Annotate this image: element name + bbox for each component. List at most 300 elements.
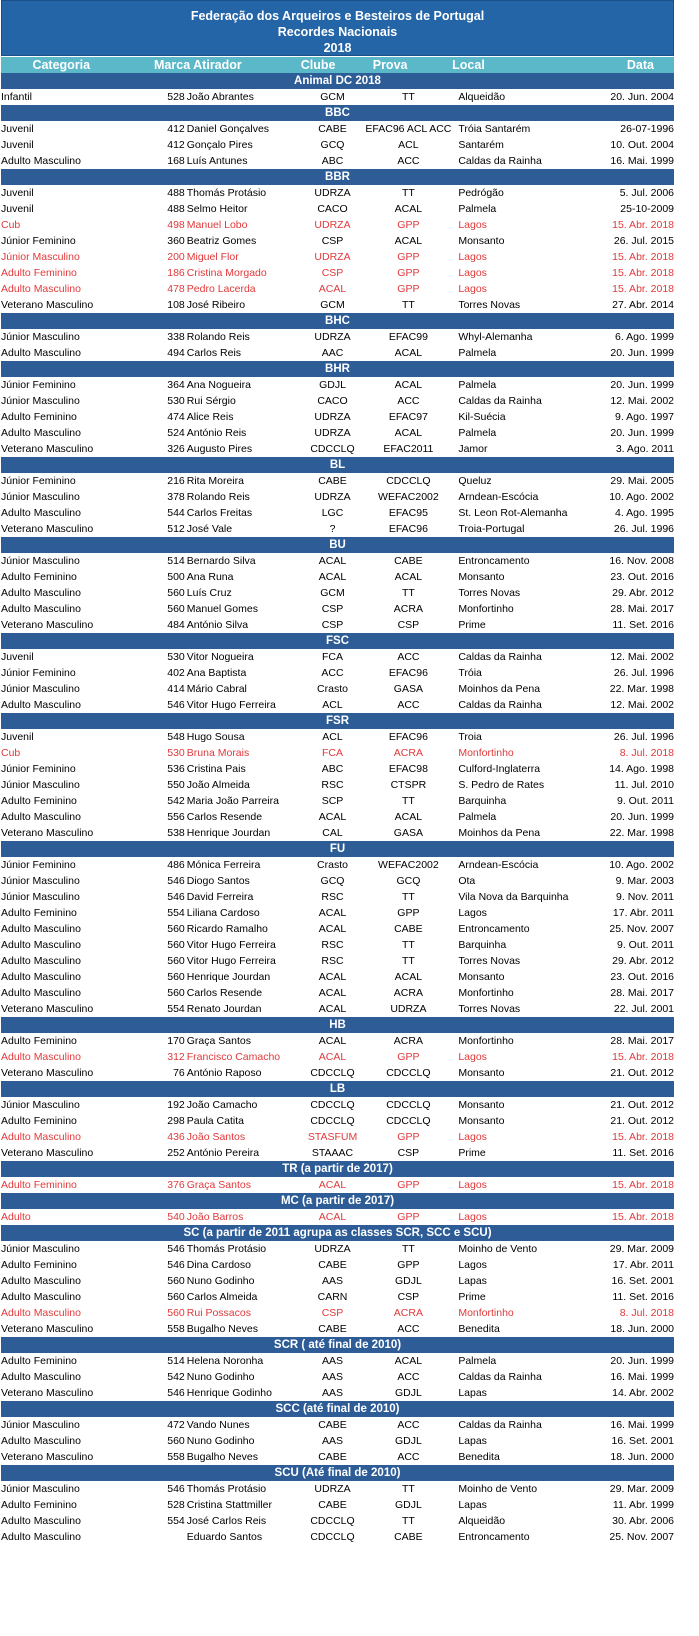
cell-atirador: Francisco Camacho: [186, 1051, 281, 1063]
cell-local: Monsanto: [458, 1067, 505, 1079]
table-row: [0, 1433, 674, 1449]
cell-marca-atirador: [163, 121, 303, 137]
cell-marca: 186: [167, 267, 185, 279]
cell-atirador: Ana Baptista: [186, 667, 247, 679]
cell-prova: GPP: [397, 1131, 420, 1143]
cell-atirador: Luís Cruz: [186, 587, 232, 599]
cell-marca-atirador: [163, 345, 303, 361]
table-row: [0, 233, 674, 249]
cell-marca: 338: [167, 331, 185, 343]
cell-atirador: Rolando Reis: [186, 491, 250, 503]
cell-local: Torres Novas: [458, 955, 521, 967]
cell-marca: 548: [167, 731, 185, 743]
cell-local: Entroncamento: [458, 923, 530, 935]
cell-atirador: Bugalho Neves: [186, 1451, 258, 1463]
cell-marca: 528: [167, 91, 185, 103]
table-row: [0, 393, 674, 409]
cell-atirador: Graça Santos: [186, 1035, 251, 1047]
cell-categoria: Cub: [1, 219, 21, 231]
cell-prova: ACAL: [394, 347, 423, 359]
cell-atirador: José Ribeiro: [186, 299, 246, 311]
cell-local: Monsanto: [458, 1115, 505, 1127]
cell-categoria: Juvenil: [1, 203, 34, 215]
cell-marca-atirador: [163, 1257, 303, 1273]
cell-clube: CDCCLQ: [310, 1099, 355, 1111]
cell-data: 15. Abr. 2018: [612, 1211, 675, 1223]
cell-clube: UDRZA: [314, 491, 351, 503]
cell-marca-atirador: [163, 1449, 303, 1465]
cell-clube: AAS: [322, 1435, 344, 1447]
cell-atirador: Graça Santos: [186, 1179, 251, 1191]
cell-data: 15. Abr. 2018: [612, 283, 675, 295]
cell-data: 29. Abr. 2012: [612, 955, 675, 967]
cell-prova: EFAC97: [388, 411, 428, 423]
table-row: [0, 985, 674, 1001]
cell-atirador: Helena Noronha: [186, 1355, 264, 1367]
cell-categoria: Júnior Masculino: [1, 491, 80, 503]
table-row: [0, 1305, 674, 1321]
cell-marca: 558: [167, 1451, 185, 1463]
cell-marca-atirador: [163, 441, 303, 457]
cell-clube: CSP: [321, 235, 344, 247]
cell-categoria: Júnior Masculino: [1, 331, 80, 343]
cell-marca: 192: [167, 1099, 185, 1111]
cell-marca: 550: [167, 779, 185, 791]
cell-categoria: Adulto Masculino: [1, 507, 81, 519]
cell-clube: CABE: [318, 123, 347, 135]
cell-local: Lagos: [458, 267, 487, 279]
cell-marca-atirador: [163, 1497, 303, 1513]
cell-categoria: Júnior Feminino: [1, 763, 76, 775]
cell-prova: GPP: [397, 1211, 420, 1223]
cell-categoria: Adulto Masculino: [1, 1515, 81, 1527]
cell-data: 10. Out. 2004: [610, 139, 675, 151]
cell-prova: TT: [401, 299, 415, 311]
cell-prova: ACAL: [394, 235, 423, 247]
cell-atirador: António Pereira: [186, 1147, 260, 1159]
cell-categoria: Adulto Masculino: [1, 987, 81, 999]
cell-local: Torres Novas: [458, 1003, 521, 1015]
cell-data: 11. Set. 2016: [612, 619, 675, 631]
section-header: Animal DC 2018: [1, 73, 674, 89]
cell-marca-atirador: [163, 425, 303, 441]
cell-atirador: Rui Possacos: [186, 1307, 251, 1319]
cell-prova: ACAL: [394, 971, 423, 983]
cell-local: Santarém: [458, 139, 504, 151]
cell-marca-atirador: [163, 937, 303, 953]
cell-local: S. Pedro de Rates: [458, 779, 545, 791]
cell-atirador: Carlos Reis: [186, 347, 242, 359]
cell-marca: 560: [167, 923, 185, 935]
table-row: [0, 473, 674, 489]
cell-atirador: João Santos: [186, 1131, 246, 1143]
cell-categoria: Adulto Masculino: [1, 923, 81, 935]
cell-categoria: Júnior Masculino: [1, 395, 80, 407]
cell-marca: 376: [167, 1179, 185, 1191]
cell-data: 20. Jun. 2004: [610, 91, 675, 103]
cell-local: Moinho de Vento: [458, 1243, 538, 1255]
table-row: [0, 1145, 674, 1161]
cell-local: Caldas da Rainha: [458, 1419, 542, 1431]
cell-marca: 312: [167, 1051, 185, 1063]
cell-atirador: Rita Moreira: [186, 475, 244, 487]
cell-data: 20. Jun. 1999: [610, 811, 675, 823]
cell-prova: ACAL: [394, 811, 423, 823]
cell-marca-atirador: [163, 569, 303, 585]
cell-clube: GCM: [320, 91, 345, 103]
cell-categoria: Adulto Masculino: [1, 1371, 81, 1383]
cell-categoria: Adulto Masculino: [1, 1051, 81, 1063]
section-header: BHR: [1, 361, 674, 377]
table-row: [0, 1273, 674, 1289]
cell-marca-atirador: [163, 1097, 303, 1113]
cell-prova: GPP: [397, 283, 420, 295]
cell-marca: 298: [167, 1115, 185, 1127]
cell-local: Alqueidão: [458, 91, 506, 103]
cell-clube: CDCCLQ: [310, 1115, 355, 1127]
table-row: [0, 777, 674, 793]
cell-marca-atirador: [163, 601, 303, 617]
cell-clube: ACC: [321, 667, 344, 679]
cell-prova: GPP: [397, 907, 420, 919]
cell-categoria: Adulto Masculino: [1, 1291, 81, 1303]
cell-marca-atirador: [163, 761, 303, 777]
cell-prova: GCQ: [396, 875, 421, 887]
cell-prova: EFAC2011: [383, 443, 434, 455]
cell-clube: UDRZA: [314, 1483, 351, 1495]
cell-local: Monsanto: [458, 571, 505, 583]
cell-local: Monsanto: [458, 971, 505, 983]
cell-atirador: Bruna Morais: [186, 747, 250, 759]
section-header: BBR: [1, 169, 674, 185]
cell-marca-atirador: [163, 969, 303, 985]
cell-categoria: Veterano Masculino: [1, 523, 94, 535]
cell-clube: CABE: [318, 1259, 347, 1271]
cell-atirador: Paula Catita: [186, 1115, 244, 1127]
cell-clube: ACAL: [318, 1211, 347, 1223]
cell-marca-atirador: [163, 1129, 303, 1145]
cell-categoria: Veterano Masculino: [1, 1323, 94, 1335]
cell-atirador: Pedro Lacerda: [186, 283, 256, 295]
table-row: [0, 409, 674, 425]
cell-data: 9. Nov. 2011: [616, 891, 675, 903]
table-row: [0, 1177, 674, 1193]
cell-prova: CSP: [397, 619, 420, 631]
cell-atirador: João Camacho: [186, 1099, 258, 1111]
cell-atirador: Manuel Gomes: [186, 603, 258, 615]
cell-marca: 484: [167, 619, 185, 631]
cell-categoria: Veterano Masculino: [1, 443, 94, 455]
cell-marca-atirador: [163, 953, 303, 969]
cell-prova: ACC: [397, 1451, 420, 1463]
cell-prova: CDCCLQ: [386, 1099, 431, 1111]
cell-prova: ACRA: [393, 1307, 423, 1319]
section-header: TR (a partir de 2017): [1, 1161, 674, 1177]
cell-local: Lagos: [458, 219, 487, 231]
cell-prova: EFAC95: [388, 507, 428, 519]
cell-atirador: Vitor Nogueira: [186, 651, 254, 663]
cell-clube: AAC: [321, 347, 344, 359]
cell-local: Moinhos da Pena: [458, 827, 541, 839]
cell-marca: 364: [167, 379, 185, 391]
cell-atirador: Henrique Jourdan: [186, 827, 271, 839]
table-row: [0, 1353, 674, 1369]
cell-marca: 170: [167, 1035, 185, 1047]
cell-marca: 168: [167, 155, 185, 167]
cell-categoria: Júnior Masculino: [1, 555, 80, 567]
cell-local: Palmela: [458, 811, 497, 823]
cell-atirador: Selmo Heitor: [186, 203, 248, 215]
cell-local: Caldas da Rainha: [458, 651, 542, 663]
cell-clube: CDCCLQ: [310, 1531, 355, 1543]
cell-atirador: Cristina Morgado: [186, 267, 267, 279]
cell-atirador: Bernardo Silva: [186, 555, 256, 567]
cell-marca: 474: [167, 411, 185, 423]
cell-local: Lagos: [458, 1211, 487, 1223]
table-row: [0, 873, 674, 889]
table-row: [0, 809, 674, 825]
cell-data: 29. Mai. 2005: [610, 475, 675, 487]
cell-atirador: Eduardo Santos: [186, 1531, 263, 1543]
table-row: [0, 601, 674, 617]
cell-categoria: Adulto Masculino: [1, 939, 81, 951]
cell-data: 16. Mai. 1999: [610, 155, 675, 167]
cell-clube: ACAL: [318, 907, 347, 919]
cell-clube: RSC: [321, 939, 344, 951]
section-header: SCU (Até final de 2010): [1, 1465, 674, 1481]
cell-categoria: Júnior Masculino: [1, 1243, 80, 1255]
cell-prova: GPP: [397, 251, 420, 263]
cell-clube: CACO: [317, 203, 348, 215]
table-row: [0, 1529, 674, 1545]
cell-atirador: Luís Antunes: [186, 155, 248, 167]
cell-marca-atirador: [163, 137, 303, 153]
cell-atirador: Henrique Jourdan: [186, 971, 271, 983]
cell-clube: ACAL: [318, 987, 347, 999]
cell-data: 4. Ago. 1995: [615, 507, 675, 519]
cell-clube: GDJL: [319, 379, 346, 391]
cell-data: 21. Out. 2012: [610, 1067, 675, 1079]
cell-data: 14. Abr. 2002: [612, 1387, 675, 1399]
cell-prova: GPP: [397, 1051, 420, 1063]
records-table-body: [0, 73, 699, 1545]
table-row: [0, 697, 674, 713]
cell-prova: TT: [401, 1515, 415, 1527]
cell-marca: 478: [167, 283, 185, 295]
cell-categoria: Júnior Masculino: [1, 1099, 80, 1111]
cell-atirador: Mónica Ferreira: [186, 859, 261, 871]
cell-prova: GDJL: [394, 1435, 422, 1447]
section-header: FSC: [1, 633, 674, 649]
title-federation: Federação dos Arqueiros e Besteiros de Portugal: [190, 9, 485, 23]
cell-marca-atirador: [163, 729, 303, 745]
cell-clube: CABE: [318, 1323, 347, 1335]
cell-prova: TT: [401, 91, 415, 103]
cell-atirador: Thomás Protásio: [186, 1243, 267, 1255]
cell-clube: AAS: [322, 1371, 344, 1383]
cell-categoria: Adulto Masculino: [1, 1131, 81, 1143]
cell-marca-atirador: [163, 409, 303, 425]
cell-data: 15. Abr. 2018: [612, 1179, 675, 1191]
cell-marca-atirador: [163, 1353, 303, 1369]
cell-marca-atirador: [163, 505, 303, 521]
table-row: [0, 425, 674, 441]
cell-clube: UDRZA: [314, 251, 351, 263]
cell-marca-atirador: [163, 1481, 303, 1497]
cell-marca-atirador: [163, 681, 303, 697]
cell-clube: GCQ: [320, 139, 345, 151]
cell-clube: ACAL: [318, 1179, 347, 1191]
cell-clube: CDCCLQ: [310, 1515, 355, 1527]
cell-categoria: Adulto Feminino: [1, 411, 77, 423]
cell-prova: ACC: [397, 699, 420, 711]
cell-categoria: Veterano Masculino: [1, 619, 94, 631]
cell-marca-atirador: [163, 1273, 303, 1289]
title-year: 2018: [323, 41, 352, 55]
cell-local: Prime: [458, 1291, 486, 1303]
cell-clube: CABE: [318, 1499, 347, 1511]
cell-clube: UDRZA: [314, 187, 351, 199]
cell-categoria: Infantil: [1, 91, 32, 103]
cell-atirador: Vitor Hugo Ferreira: [186, 955, 276, 967]
cell-prova: TT: [401, 891, 415, 903]
table-row: [0, 1289, 674, 1305]
cell-categoria: Adulto Feminino: [1, 1499, 77, 1511]
table-row: [0, 201, 674, 217]
cell-prova: WEFAC2002: [378, 859, 439, 871]
cell-atirador: Hugo Sousa: [186, 731, 245, 743]
cell-marca: 560: [167, 587, 185, 599]
cell-marca: 530: [167, 395, 185, 407]
cell-clube: FCA: [322, 747, 344, 759]
cell-data: 26. Jul. 1996: [613, 667, 675, 679]
cell-clube: UDRZA: [314, 331, 351, 343]
cell-local: Ota: [458, 875, 476, 887]
cell-clube: AAS: [322, 1355, 344, 1367]
table-row: [0, 249, 674, 265]
cell-data: 12. Mai. 2002: [610, 699, 675, 711]
cell-categoria: Júnior Feminino: [1, 667, 76, 679]
cell-clube: ACL: [322, 731, 343, 743]
cell-clube: RSC: [321, 891, 344, 903]
cell-atirador: Vitor Hugo Ferreira: [186, 699, 276, 711]
cell-local: Monfortinho: [458, 1307, 514, 1319]
cell-local: Lapas: [458, 1499, 487, 1511]
cell-data: 9. Mar. 2003: [615, 875, 675, 887]
cell-local: Troia: [458, 731, 482, 743]
cell-marca-atirador: [163, 1113, 303, 1129]
cell-prova: GASA: [393, 683, 423, 695]
cell-categoria: Veterano Masculino: [1, 299, 94, 311]
cell-prova: CDCCLQ: [386, 475, 431, 487]
cell-data: 26. Jul. 2015: [613, 235, 675, 247]
cell-marca-atirador: [163, 825, 303, 841]
table-row: [0, 1097, 674, 1113]
table-row: [0, 265, 674, 281]
cell-categoria: Adulto Masculino: [1, 347, 81, 359]
cell-marca: 402: [167, 667, 185, 679]
cell-data: 8. Jul. 2018: [619, 1307, 675, 1319]
cell-categoria: Juvenil: [1, 123, 34, 135]
cell-data: 10. Ago. 2002: [609, 491, 675, 503]
title-block: [1, 0, 674, 56]
section-header: BU: [1, 537, 674, 553]
cell-atirador: Dina Cardoso: [186, 1259, 251, 1271]
cell-categoria: Adulto Masculino: [1, 1435, 81, 1447]
table-row: [0, 665, 674, 681]
cell-marca: 560: [167, 1275, 185, 1287]
cell-categoria: Adulto Masculino: [1, 603, 81, 615]
cell-data: 29. Mar. 2009: [609, 1243, 675, 1255]
cell-local: Vila Nova da Barquinha: [458, 891, 569, 903]
cell-marca: 512: [167, 523, 185, 535]
cell-marca-atirador: [163, 217, 303, 233]
cell-marca-atirador: [163, 1433, 303, 1449]
cell-prova: TT: [401, 955, 415, 967]
cell-clube: CDCCLQ: [310, 1067, 355, 1079]
cell-clube: ABC: [321, 763, 344, 775]
cell-local: Lagos: [458, 1131, 487, 1143]
cell-marca: 558: [167, 1323, 185, 1335]
cell-prova: CABE: [394, 1531, 423, 1543]
cell-marca-atirador: [163, 585, 303, 601]
cell-data: 28. Mai. 2017: [610, 1035, 675, 1047]
cell-categoria: Juvenil: [1, 187, 34, 199]
section-header: LB: [1, 1081, 674, 1097]
cell-local: Palmela: [458, 379, 497, 391]
cell-categoria: Júnior Masculino: [1, 1419, 80, 1431]
cell-categoria: Adulto Feminino: [1, 907, 77, 919]
cell-data: 15. Abr. 2018: [612, 1051, 675, 1063]
cell-data: 21. Out. 2012: [610, 1099, 675, 1111]
cell-prova: CSP: [397, 1291, 420, 1303]
cell-atirador: Manuel Lobo: [186, 219, 248, 231]
cell-local: Palmela: [458, 427, 497, 439]
cell-categoria: Juvenil: [1, 651, 34, 663]
cell-prova: GDJL: [394, 1275, 422, 1287]
cell-atirador: António Raposo: [186, 1067, 262, 1079]
cell-prova: ACC: [397, 155, 420, 167]
cell-marca: 546: [167, 875, 185, 887]
cell-categoria: Veterano Masculino: [1, 1067, 94, 1079]
section-header: SCC (até final de 2010): [1, 1401, 674, 1417]
table-row: [0, 1033, 674, 1049]
cell-atirador: Liliana Cardoso: [186, 907, 260, 919]
table-row: [0, 377, 674, 393]
cell-marca: 436: [167, 1131, 185, 1143]
cell-atirador: Mário Cabral: [186, 683, 247, 695]
cell-clube: ACAL: [318, 555, 347, 567]
cell-clube: Crasto: [317, 859, 348, 871]
cell-marca: 542: [167, 1371, 185, 1383]
table-row: [0, 1513, 674, 1529]
cell-local: Arndean-Escócia: [458, 491, 539, 503]
cell-prova: TT: [401, 795, 415, 807]
table-row: [0, 1449, 674, 1465]
cell-local: Monfortinho: [458, 1035, 514, 1047]
cell-marca-atirador: [163, 1049, 303, 1065]
cell-prova: GDJL: [394, 1499, 422, 1511]
cell-marca-atirador: [163, 745, 303, 761]
table-row: [0, 153, 674, 169]
cell-marca: 488: [167, 187, 185, 199]
cell-atirador: Maria João Parreira: [186, 795, 279, 807]
cell-local: Caldas da Rainha: [458, 155, 542, 167]
table-row: [0, 921, 674, 937]
cell-categoria: Adulto Feminino: [1, 1115, 77, 1127]
cell-clube: RSC: [321, 779, 344, 791]
cell-local: Tróia Santarém: [458, 123, 531, 135]
